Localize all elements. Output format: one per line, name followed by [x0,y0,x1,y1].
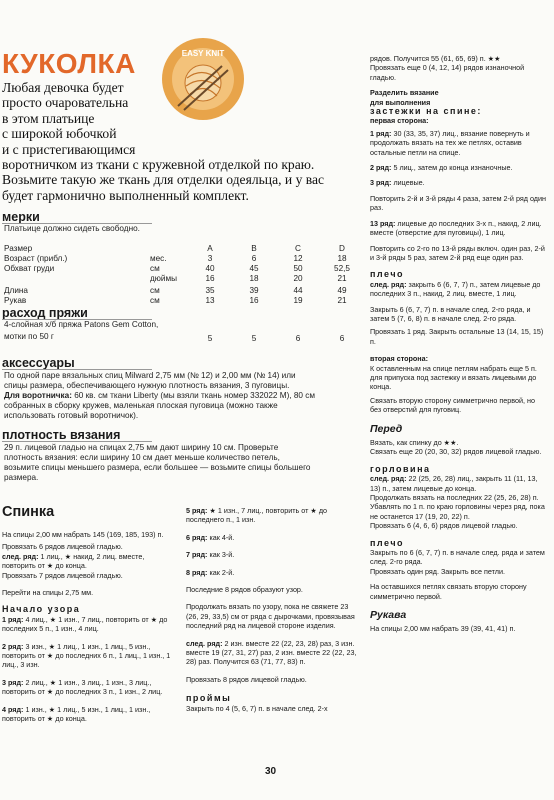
row-label: 1 ряд: [370,128,392,138]
size-row-values [196,286,356,296]
row-text: лицевые. [391,178,425,188]
paragraph [2,552,172,571]
size-value: 6 [251,254,257,263]
row-text: 1 изн., ★ 1 лиц., 5 изн., 1 лиц., 1 изн., повторить от ★ до конца. [2,704,151,724]
paragraph [2,678,172,697]
size-row-label: Возраст (прибл.) [4,254,68,263]
row-text: 5 лиц., затем до конца изнаночные. [391,163,513,173]
row-label: 2 ряд: [370,163,392,173]
paragraph: Провязать 8 рядов лицевой гладью. [186,674,307,684]
paragraph: Повторить со 2-го по 13-й ряды включ. один раз, 2-й и 3-й ряды 5 раз, затем 2-й ряд еще один раз. [370,243,545,262]
size-value: 12 [293,254,303,263]
size-value: 21 [337,296,347,305]
row-label: 7 ряд: [186,550,208,560]
subheading: плечо [370,537,405,548]
size-value: 40 [205,264,215,273]
subheading: проймы [186,693,232,704]
paragraph: Закрыть 6 (6, 7, 7) п. в начале след. 2-го ряда, и затем 5 (7, 6, 8) п. в начале след. 2-го ряда. [370,304,531,323]
yarn-value: 6 [339,334,345,343]
row-label: след. ряд: [2,551,39,561]
accessories-line: использовать готовый воротничок). [4,411,139,420]
gauge-line: плотность вязания: если ширину 10 см дает меньше количество петель, [4,453,280,462]
paragraph: Закрыть по 6 (6, 7, 7) п. в начале след. ряда и затем след. 2-го ряда. [370,548,545,567]
subheading: Разделить вязание [370,88,439,98]
intro-line: будет гармонично выполненный комплект. [2,187,249,203]
size-value: 3 [207,254,213,263]
size-row-values [196,296,356,306]
paragraph: Перейти на спицы 2,75 мм. [2,588,94,598]
size-value: 20 [293,274,303,283]
paragraph [370,474,546,493]
size-row-unit: мес. [150,254,167,263]
paragraph: Связать еще 20 (20, 30, 32) рядов лицевой гладью. [370,447,542,457]
accessories-line: По одной паре вязальных спиц Milward 2,75 мм (№ 12) и 2,00 мм (№ 14) или [4,371,296,380]
accessories-text: 60 кв. см ткани Liberty (мы взяли ткань номер 332022 M), 80 см [71,391,315,400]
paragraph: Последние 8 рядов образуют узор. [186,585,303,595]
size-value: 16 [205,274,215,283]
sleeve-heading: Рукава [370,609,407,622]
sizes-label: Размер [4,244,33,253]
paragraph: Продолжать вязать по узору, пока не свяжете 23 (26, 29, 33,5) см от ряда с дырочками, провязывая последний ряд на лицевой стороне изделия. [186,602,355,631]
size-row-values [196,274,356,284]
yarn-values [196,334,356,344]
paragraph: Провязать 6 (4, 6, 6) рядов лицевой гладью. [370,521,518,531]
yarn-value: 5 [251,334,257,343]
row-text: 22 (25, 26, 28) лиц., закрыть 11 (11, 13, 13) п., затем лицевые до конца. [370,474,538,493]
size-value: 45 [249,264,259,273]
size-row-label: Рукав [4,296,27,305]
yarn-heading: расход пряжи [2,306,88,320]
back-text [2,530,172,724]
row-label: 5 ряд: [186,506,208,515]
subheading: застежки на спине: [370,106,482,117]
paragraph: Провязать 7 рядов лицевой гладью. [2,570,123,580]
row-text: 2 лиц., ★ 1 изн., 3 лиц., 1 изн., 3 лиц., повторить от ★ до последних 3 п., 1 изн., 2 лиц. [2,677,163,697]
paragraph [370,280,546,299]
paragraph: рядов. Получится 55 (61, 65, 69) п. ★★ [370,54,501,63]
row-text: 4 лиц., ★ 1 изн., 7 лиц., повторить от ★ до последних 5 п., 1 изн., 4 лиц. [2,614,168,634]
accessories-line [4,391,315,401]
front-heading: Перед [370,422,403,435]
paragraph [186,568,358,577]
paragraph [186,639,358,667]
accessories-bold: Для воротничка: [4,391,72,400]
accessories-heading: аксессуары [2,356,75,370]
row-label: след. ряд: [186,638,223,648]
size-row-unit: см [150,286,160,295]
size-value: 35 [205,286,215,295]
row-label: 4 ряд: [2,704,24,714]
size-value: 50 [293,264,303,273]
row-text: 1 лиц., ★ накид, 2 лиц. вместе, повторить от ★ до конца. [2,551,145,571]
subheading: вторая сторона: [370,354,429,364]
paragraph: Провязать еще 0 (4, 12, 14) рядов изнаночной гладью. [370,63,525,82]
row-label: 2 ряд: [2,641,24,651]
divider [2,369,152,370]
paragraph [186,506,358,525]
paragraph: Провязать 1 ряд. Закрыть остальные 13 (14, 15, 15) п. [370,327,544,346]
size-value: 44 [293,286,303,295]
middle-text [186,506,358,713]
row-label: 3 ряд: [2,677,24,687]
paragraph [2,615,172,634]
intro-line: Любая девочка будет [2,80,124,95]
row-text: как 3-й. [207,550,235,560]
paragraph: К оставленным на спице петлям набрать еще 5 п. для припуска под застежку и вязать лицевыми до конца. [370,363,537,392]
size-row-unit: см [150,264,160,273]
badge-text: EASY KNIT [181,49,225,58]
size-row-values [196,254,356,264]
sizes-heading: мерки [2,210,40,224]
gauge-line: размера. [4,473,39,482]
intro-line: и с пристегивающимся [2,141,136,157]
intro-line: просто очаровательна [2,95,129,111]
row-text: лицевые до последних 3-х п., накид, 2 лиц. вместе (отверстие для пуговицы), 1 лиц. [370,218,542,238]
paragraph [2,642,172,670]
subheading: Начало узора [2,604,81,615]
row-label: след. ряд: [370,279,407,289]
row-text: ★ 1 изн., 7 лиц., повторить от ★ до последнего п., 1 изн. [186,506,328,525]
row-text: как 4-й. [207,532,235,542]
yarn-value: 6 [295,334,301,343]
subheading: первая сторона: [370,116,429,126]
size-col: A [207,244,213,253]
paragraph: На спицы 2,00 мм набрать 39 (39, 41, 41) п. [370,623,516,633]
gauge-line: возьмите спицы меньшего размера, если большее — возьмите спицы большего [4,463,311,472]
size-col: C [295,244,301,253]
row-label: 8 ряд: [186,567,208,577]
intro-line: в этом платьице [2,110,95,126]
paragraph: На спицы 2,00 мм набрать 145 (169, 185, 193) п. [2,530,164,539]
paragraph [370,129,546,157]
yarn-value: 5 [207,334,213,343]
size-row-label: Длина [4,286,28,295]
divider [2,441,152,442]
gauge-line: 29 п. лицевой гладью на спицах 2,75 мм дают ширину 10 см. Проверьте [4,443,279,452]
size-value: 52,5 [334,264,350,273]
row-label: 3 ряд: [370,178,392,188]
back-heading: Спинка [2,504,55,520]
yarn-line: мотки по 50 г [4,332,54,341]
subheading: горловина [370,463,431,474]
paragraph: Закрыть по 4 (5, 6, 7) п. в начале след. 2-х [186,703,328,713]
paragraph: Провязать один ряд. Закрыть все петли. [370,566,505,576]
size-row-label: Обхват груди [4,264,55,273]
paragraph: На оставшихся петлях связать вторую сторону симметрично первой. [370,582,527,601]
paragraph: Продолжать вязать на последних 22 (25, 26, 28) п. [370,493,539,503]
row-text: 2 изн. вместе 22 (22, 23, 28) раз, 3 изн. вместе 19 (27, 31, 27) раз, 2 изн. вместе 22 (22, 23, 28) раз. Получится 63 (71, 77, 83) п. [186,638,357,667]
size-value: 16 [249,296,259,305]
row-text: закрыть 6 (6, 7, 7) п., затем лицевые до последних 3 п., накид, 2 лиц. вместе, 1 лиц. [370,279,541,299]
row-label: 6 ряд: [186,532,208,542]
row-label: 1 ряд: [2,614,24,624]
paragraph [186,533,358,542]
size-row-unit: дюймы [150,274,178,283]
sizes-header [196,244,356,254]
paragraph: Связать вторую сторону симметрично первой, но без отверстий для пуговиц. [370,395,535,415]
paragraph [370,178,546,187]
intro-line: с широкой юбочкой [2,126,117,142]
row-label: 13 ряд: [370,218,396,228]
paragraph: Провязать 6 рядов лицевой гладью. [2,542,123,552]
accessories-line: собранных в сборку кружев, маленькая плоская пуговица (можно также [4,401,278,410]
size-row-unit: см [150,296,160,305]
intro-text [2,80,324,203]
gauge-heading: плотность вязания [2,428,121,442]
row-label: след. ряд: [370,474,407,484]
size-col: D [339,244,345,253]
paragraph [186,550,358,559]
paragraph [370,163,546,172]
intro-line: воротничком из ткани с кружевной отделкой по краю. [2,157,315,173]
subheading: плечо [370,269,405,280]
paragraph: Убавлять по 1 п. по краю горловины через ряд, пока не останется 17 (19, 20, 22) п. [370,502,545,521]
page-title: КУКОЛКА [2,48,136,79]
intro-line: Возьмите такую же ткань для отделки одеяльца, и у вас [2,172,325,188]
subheading: для выполнения [370,97,431,107]
row-text: как 2-й. [207,567,235,577]
size-row-values [196,264,356,274]
paragraph [370,219,546,238]
yarn-line: 4-слойная х/б пряжа Patons Gem Cotton, [4,320,159,329]
size-value: 49 [337,286,347,295]
paragraph: Повторить 2-й и 3-й ряды 4 раза, затем 2-й ряд один раз. [370,193,546,213]
size-value: 18 [337,254,347,263]
paragraph [2,705,172,724]
size-value: 18 [249,274,259,283]
right-text [370,54,546,633]
size-value: 13 [205,296,215,305]
paragraph: Вязать, как спинку до ★★. [370,438,459,447]
page-number: 30 [265,766,277,777]
row-text: 3 изн., ★ 1 лиц., 1 изн., 1 лиц., 5 изн., повторить от ★ до последних 6 п., 1 лиц., 1 изн., 1 лиц., 3 изн. [2,641,171,670]
accessories-line: спицы размера, обеспечивающего нужную плотность вязания, 3 пуговицы. [4,381,290,390]
size-col: B [251,244,257,253]
size-value: 19 [293,296,303,305]
size-value: 21 [337,274,347,283]
sizes-note: Платьице должно сидеть свободно. [4,224,140,233]
size-value: 39 [249,286,259,295]
row-text: 30 (33, 35, 37) лиц., вязание повернуть и продолжать вязать на тех же петлях, оставив остальные петли на спице. [370,128,530,157]
